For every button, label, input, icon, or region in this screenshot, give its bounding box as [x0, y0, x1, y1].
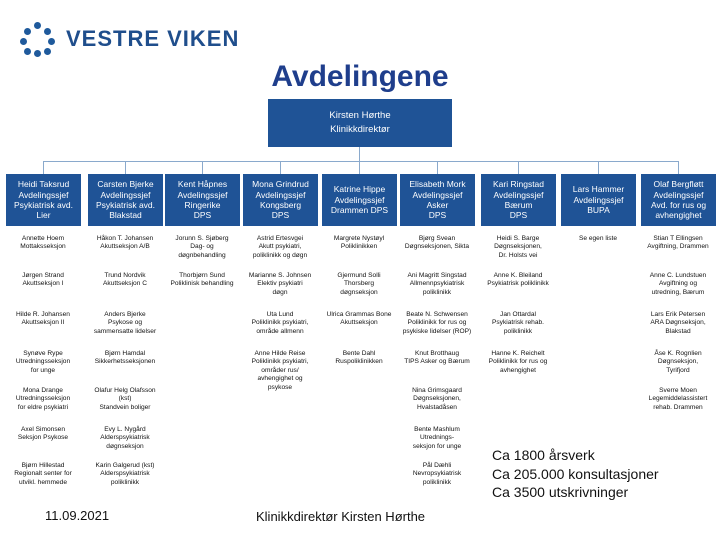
- department-head-line: Kent Håpnes: [177, 179, 228, 190]
- unit-entry: Åse K. Rognlien Døgnseksjon, Tyrifjord: [654, 350, 702, 374]
- department-head-line: Blakstad: [109, 210, 142, 221]
- department-head-line: Avdelingssjef: [412, 189, 463, 200]
- department-head-line: Avdelingssjef: [100, 189, 151, 200]
- unit-entry: Bjørg Svean Døgnseksjonen, Sikta: [404, 235, 470, 251]
- connector-drop: [359, 161, 360, 174]
- connector-horizontal: [44, 161, 678, 162]
- stat-line: Ca 1800 årsverk: [492, 447, 595, 463]
- department-head-line: Lier: [36, 210, 51, 221]
- department-head: [6, 174, 81, 226]
- connector-vertical: [359, 147, 360, 161]
- connector-drop: [518, 161, 519, 174]
- chief-role: Klinikkdirektør: [330, 124, 390, 135]
- unit-entry: Lars Erik Petersen ARA Døgnseksjon, Blakstad: [650, 311, 706, 335]
- unit-entry: Mona Drange Utredningsseksjon for eldre psykiatri: [15, 387, 71, 411]
- unit-entry: Ani Magritt Singstad Allmennpsykiatrisk poliklinikk: [407, 272, 467, 296]
- department-head: [400, 174, 475, 226]
- chief-box: [268, 99, 452, 147]
- department-head-line: Avdelingssjef: [573, 194, 624, 205]
- department-head-line: DPS: [509, 210, 528, 221]
- department-head-line: avhengighet: [655, 210, 702, 221]
- department-head-line: DPS: [271, 210, 290, 221]
- department-head-line: Avdelingssjef: [653, 189, 704, 200]
- connector-drop: [202, 161, 203, 174]
- unit-entry: Ulrica Grammas Bone Akuttseksjon: [326, 311, 392, 327]
- department-head-line: Bærum: [504, 200, 533, 210]
- department-head-line: Psykiatrisk avd.: [13, 200, 74, 210]
- footer-title: Klinikkdirektør Kirsten Hørthe: [256, 509, 426, 524]
- department-head-line: Avdelingssjef: [334, 194, 385, 205]
- department-head: [561, 174, 636, 226]
- unit-entry: Thorbjørn Sund Poliklinisk behandling: [170, 272, 234, 288]
- unit-entry: Synøve Rype Utredningsseksjon for unge: [15, 350, 71, 374]
- department-head-line: Avd. for rus og: [650, 200, 707, 210]
- department-head-line: DPS: [193, 210, 212, 221]
- unit-entry: Bente Dahl Ruspoliklinikken: [335, 350, 383, 366]
- unit-entry: Se egen liste: [578, 235, 618, 242]
- connector-drop: [125, 161, 126, 174]
- unit-entry: Annette Hoem Mottaksseksjon: [20, 235, 66, 251]
- logo: [20, 22, 240, 56]
- unit-entry: Axel Simonsen Seksjon Psykose: [17, 426, 69, 442]
- logo-dots-icon: [20, 22, 60, 56]
- unit-entry: Beate N. Schwensen Poliklinikk for rus og psykiske lidelser (ROP): [402, 311, 472, 335]
- unit-entry: Karin Galgerud (kst) Alderspsykiatrisk poliklinikk: [95, 462, 155, 486]
- department-head-line: Psykiatrisk avd.: [95, 200, 156, 210]
- stat-line: Ca 3500 utskrivninger: [492, 484, 629, 500]
- department-head: [641, 174, 716, 226]
- stat-line: Ca 205.000 konsultasjoner: [492, 465, 659, 482]
- unit-entry: Håkon T. Johansen Akuttseksjon A/B: [96, 235, 154, 251]
- unit-entry: Knut Brotthaug TIPS Asker og Bærum: [404, 350, 470, 366]
- unit-entry: Bjørn Hillestad Regionalt senter for utvikl. hemmede: [14, 462, 72, 486]
- unit-entry: Heidi S. Barge Døgnseksjonen, Dr. Holsts vei: [494, 235, 542, 259]
- unit-entry: Marianne S. Johnsen Elektiv psykiatri døgn: [248, 272, 312, 296]
- unit-entry: Trund Nordvik Akuttseksjon C: [103, 272, 147, 288]
- department-head-line: Heidi Taksrud: [17, 179, 70, 190]
- unit-entry: Pål Dæhli Nevropsykiatrisk poliklinikk: [412, 462, 462, 486]
- department-head: [165, 174, 240, 226]
- department-head: [481, 174, 556, 226]
- unit-entry: Anne C. Lundstuen Avgiftning og utredning, Bærum: [649, 272, 707, 296]
- department-head-line: Avdelingssjef: [18, 189, 69, 200]
- department-head: [243, 174, 318, 226]
- unit-entry: Jorunn S. Sjøberg Dag- og døgnbehandling: [175, 235, 229, 259]
- unit-entry: Gjermund Solli Thorsberg døgnseksjon: [337, 272, 381, 296]
- unit-entry: Hanne K. Reichelt Poliklinikk for rus og avhengighet: [488, 350, 548, 374]
- unit-entry: Olafur Helg Olafsson (kst) Standvein boliger: [94, 387, 156, 411]
- department-head: [322, 174, 397, 226]
- page-title: Avdelingene: [271, 60, 449, 93]
- department-head-line: DPS: [428, 210, 447, 221]
- connector-drop: [598, 161, 599, 174]
- department-head-line: Kari Ringstad: [492, 179, 545, 190]
- stats: [492, 446, 659, 502]
- date: 11.09.2021: [45, 508, 110, 523]
- unit-entry: Jørgen Strand Akuttseksjon I: [22, 272, 64, 288]
- department-head-line: Avdelingssjef: [177, 189, 228, 200]
- department-head-line: Asker: [426, 200, 449, 210]
- department-head-line: Katrine Hippe: [333, 184, 386, 195]
- unit-entry: Anne K. Bleiland Psykiatrisk poliklinikk: [487, 272, 549, 288]
- department-head-line: Kongsberg: [259, 200, 302, 210]
- unit-entry: Evy L. Nygård Alderspsykiatrisk døgnseksjon: [100, 426, 150, 450]
- unit-entry: Anders Bjerke Psykose og sammensatte lidelser: [93, 311, 157, 335]
- logo-text: VESTRE VIKEN: [66, 26, 240, 51]
- department-head-line: Olaf Bergfløtt: [653, 179, 704, 190]
- connector-drop: [43, 161, 44, 174]
- unit-entry: Anne Hilde Reise Poliklinikk psykiatri, områder rus/ avhengighet og psykose: [251, 350, 309, 391]
- department-head-line: Avdelingssjef: [255, 189, 306, 200]
- department-head-line: Drammen DPS: [330, 205, 389, 216]
- department-head-line: Elisabeth Mork: [409, 179, 466, 190]
- unit-entry: Bjørn Hamdal Sikkerhetsseksjonen: [94, 350, 156, 366]
- unit-entry: Uta Lund Poliklinikk psykiatri, område allmenn: [251, 311, 309, 335]
- unit-entry: Nina Grimsgaard Døgnseksjonen, Hvalstadåsen: [412, 387, 462, 411]
- connector-drop: [678, 161, 679, 174]
- unit-entry: Stian T Ellingsen Avgiftning, Drammen: [647, 235, 709, 251]
- unit-entry: Margrete Nystøyl Poliklinikken: [333, 235, 385, 251]
- department-head-line: Mona Grindrud: [252, 179, 309, 190]
- department-head-line: Ringerike: [184, 200, 221, 210]
- department-head: [88, 174, 163, 226]
- unit-entry: Hilde R. Johansen Akuttseksjon II: [16, 311, 70, 327]
- unit-entry: Bente Mashlum Utrednings- seksjon for unge: [412, 426, 462, 450]
- department-head-line: Lars Hammer: [572, 184, 625, 195]
- department-head-line: Carsten Bjerke: [97, 179, 154, 190]
- department-head-line: Avdelingssjef: [493, 189, 544, 200]
- unit-entry: Astrid Ertesvgei Akutt psykiatri, poliklinikk og døgn: [252, 235, 308, 259]
- unit-entry: Jan Ottardal Psykiatrisk rehab. poliklinikk: [491, 311, 545, 335]
- chief-name: Kirsten Hørthe: [329, 110, 391, 121]
- department-head-line: BUPA: [587, 205, 610, 216]
- connector-drop: [437, 161, 438, 174]
- connector-drop: [280, 161, 281, 174]
- unit-entry: Sverre Moen Legemiddelassistert rehab. Drammen: [648, 387, 708, 411]
